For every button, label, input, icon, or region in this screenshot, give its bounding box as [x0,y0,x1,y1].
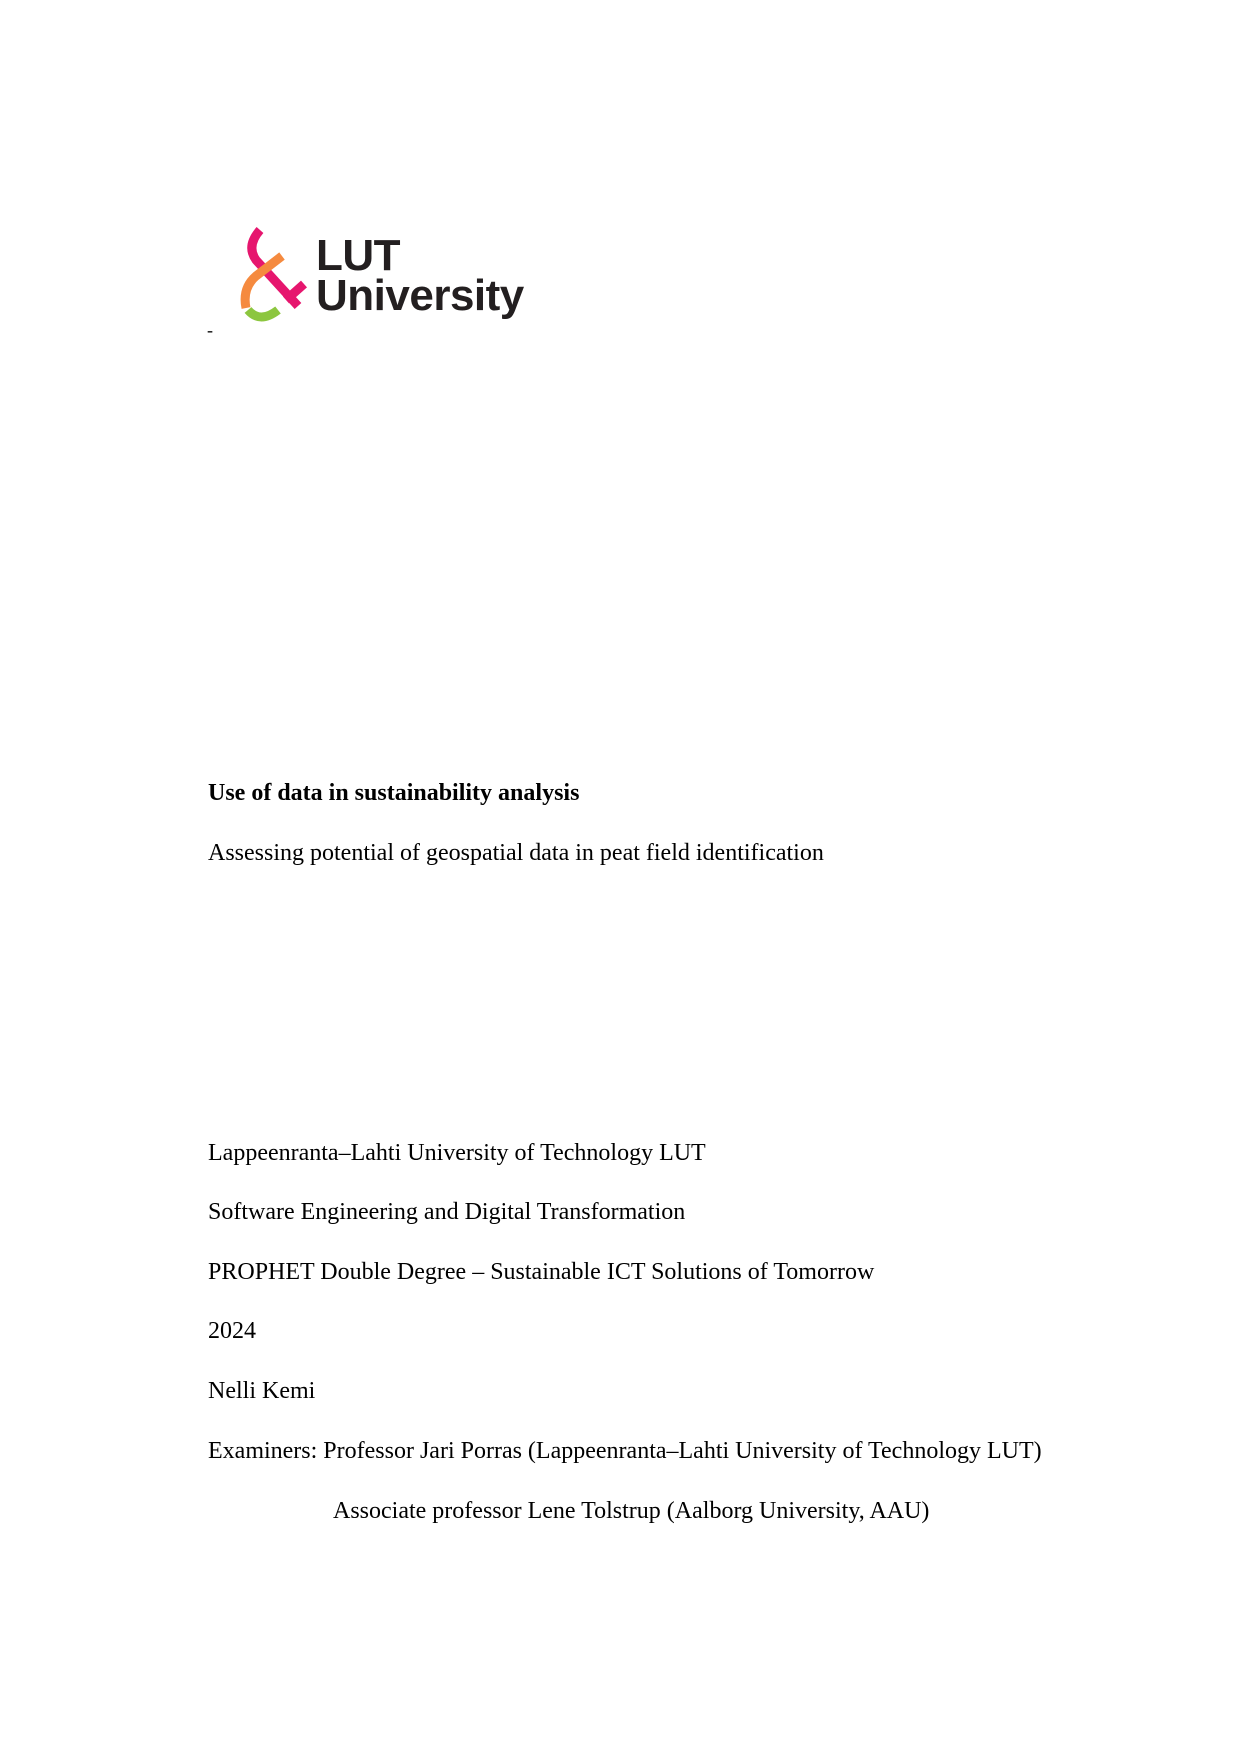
stray-dash: - [207,320,213,340]
degree-programme: PROPHET Double Degree – Sustainable ICT Solutions of Tomorrow [208,1259,875,1285]
thesis-subtitle: Assessing potential of geospatial data in peat field identification [208,840,824,866]
year: 2024 [208,1318,256,1344]
lut-ampersand-logo-icon [234,226,308,322]
author-name: Nelli Kemi [208,1378,316,1404]
study-program: Software Engineering and Digital Transformation [208,1199,686,1225]
thesis-title: Use of data in sustainability analysis [208,780,580,806]
examiner-secondary: Associate professor Lene Tolstrup (Aalborg University, AAU) [333,1498,930,1524]
examiner-primary: Examiners: Professor Jari Porras (Lappeenranta–Lahti University of Technology LUT) [208,1438,1042,1464]
logo-wordmark [316,231,524,320]
logo-text-university: University [316,271,524,320]
university-name: Lappeenranta–Lahti University of Technology LUT [208,1140,706,1166]
logo-text-lut: LUT [316,231,401,280]
